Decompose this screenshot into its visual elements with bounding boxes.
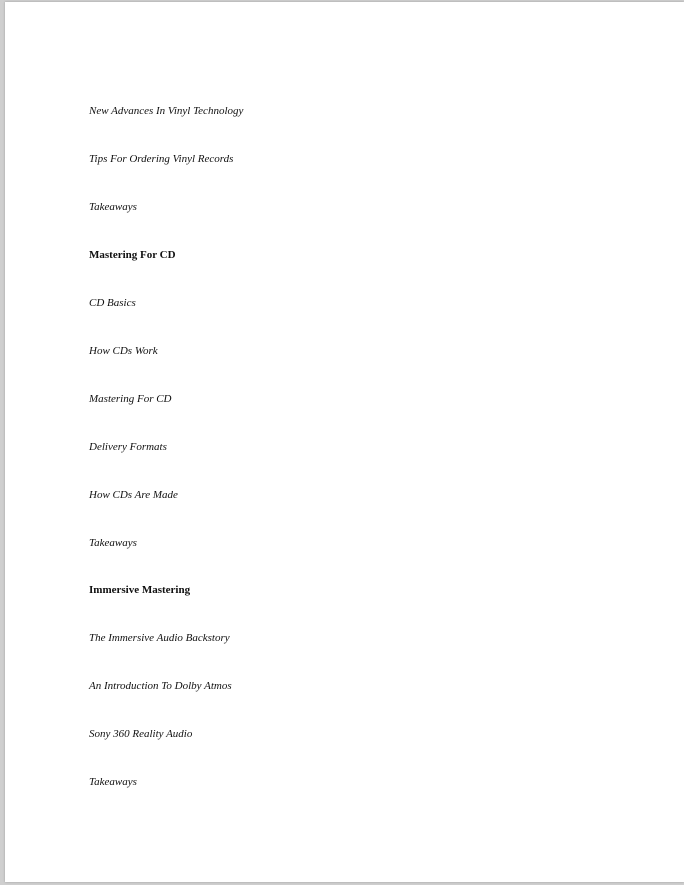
toc-entry-dolby-atmos[interactable]: An Introduction To Dolby Atmos [89,680,232,692]
toc-entry-immersive-backstory[interactable]: The Immersive Audio Backstory [89,632,230,644]
toc-entry-cd-basics[interactable]: CD Basics [89,297,136,309]
toc-entry-mastering-for-cd[interactable]: Mastering For CD [89,393,172,405]
document-page [5,2,684,882]
toc-entry-delivery-formats[interactable]: Delivery Formats [89,441,167,453]
toc-entry-new-advances-vinyl[interactable]: New Advances In Vinyl Technology [89,105,244,117]
toc-entry-takeaways-immersive[interactable]: Takeaways [89,776,137,788]
toc-entry-takeaways-vinyl[interactable]: Takeaways [89,201,137,213]
toc-chapter-immersive-mastering[interactable]: Immersive Mastering [89,584,191,596]
toc-chapter-mastering-for-cd[interactable]: Mastering For CD [89,249,176,261]
toc-entry-how-cds-are-made[interactable]: How CDs Are Made [89,489,178,501]
toc-entry-how-cds-work[interactable]: How CDs Work [89,345,158,357]
toc-entry-takeaways-cd[interactable]: Takeaways [89,537,137,549]
toc-entry-ordering-vinyl[interactable]: Tips For Ordering Vinyl Records [89,153,234,165]
toc-entry-sony-360[interactable]: Sony 360 Reality Audio [89,728,193,740]
